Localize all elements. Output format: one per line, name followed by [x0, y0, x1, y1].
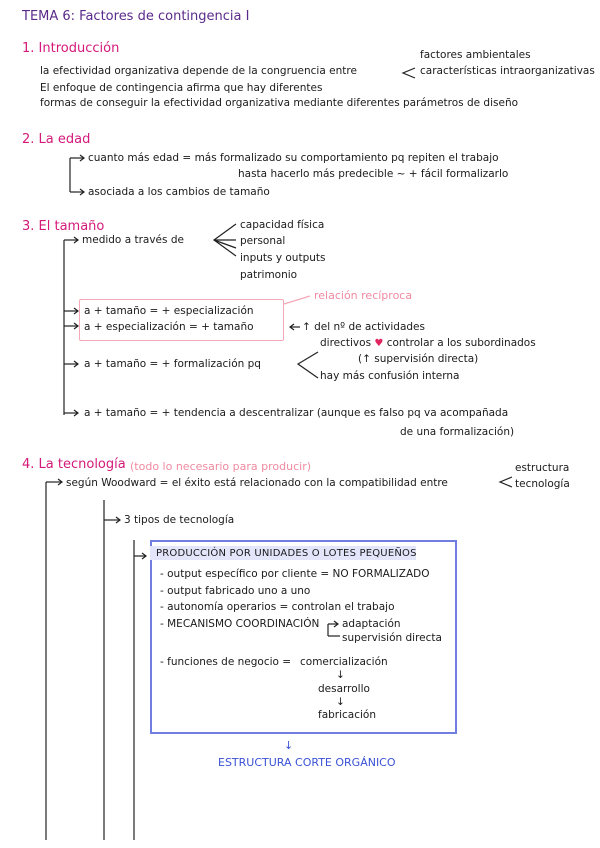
box-item-5: - funciones de negocio =: [160, 656, 292, 668]
box-item-4-branch-2: supervisión directa: [342, 632, 442, 644]
box-item-3: - autonomía operarios = controlan el trabajo: [160, 601, 395, 613]
s1-branch-2: características intraorganizativas: [420, 65, 595, 77]
s3-rel-2: a + especialización = + tamaño: [84, 321, 254, 333]
s4-branch-1: estructura: [515, 462, 570, 474]
box-item-1: - output específico por cliente = NO FORMALIZADO: [160, 568, 430, 580]
s3-measure: medido a través de: [82, 234, 184, 246]
section-4-note: (todo lo necesario para producir): [130, 460, 312, 473]
s3-rel-4b: de una formalización): [400, 426, 515, 438]
s1-branch-1: factores ambientales: [420, 49, 531, 61]
s2-line-2: hasta hacerlo más predecible ~ + fácil formalizarlo: [238, 168, 509, 180]
s3-rel-4: a + tamaño = + tendencia a descentralizar (aunque es falso pq va acompañada: [84, 407, 509, 419]
s4-line-1: según Woodward = el éxito está relacionado con la compatibilidad entre: [66, 477, 448, 489]
box-chain-1: comercialización: [300, 656, 388, 668]
box-chain-3: fabricación: [318, 709, 377, 721]
s3-rel-2-note: ↑ del nº de actividades: [302, 321, 425, 333]
box-item-4-branch-1: adaptación: [342, 618, 401, 630]
s3-measure-1: capacidad física: [240, 219, 325, 231]
s3-measure-3: inputs y outputs: [240, 252, 326, 264]
s1-line-1: la efectividad organizativa depende de la congruencia entre: [40, 65, 357, 77]
result-text: ESTRUCTURA CORTE ORGÁNICO: [218, 756, 396, 769]
box-chain-2: desarrollo: [318, 683, 370, 695]
s4-branch-2: tecnología: [515, 478, 570, 490]
box-chain-arrow-2: ↓: [336, 696, 345, 708]
s1-line-3: formas de conseguir la efectividad organizativa mediante diferentes parámetros de diseño: [40, 97, 519, 109]
heart-icon: ♥: [374, 338, 384, 349]
reciprocal-note: relación recíproca: [314, 289, 413, 302]
s2-line-1: cuanto más edad = más formalizado su comportamiento pq repiten el trabajo: [88, 152, 499, 164]
section-2-heading: 2. La edad: [22, 132, 91, 147]
section-3-heading: 3. El tamaño: [22, 219, 105, 234]
box-item-2: - output fabricado uno a uno: [160, 585, 311, 597]
s3-rel-3-branch-1: directivos ♥ controlar a los subordinados: [320, 337, 536, 349]
s3-rel-3-branch-2: (↑ supervisión directa): [358, 353, 479, 365]
box-title: PRODUCCIÓN POR UNIDADES O LOTES PEQUEÑOS: [156, 548, 417, 559]
section-1-heading: 1. Introducción: [22, 41, 120, 56]
section-4-heading: 4. La tecnología: [22, 457, 126, 472]
s3-rel-3: a + tamaño = + formalización pq: [84, 358, 261, 370]
s4-types: 3 tipos de tecnología: [124, 514, 235, 526]
s2-line-3: asociada a los cambios de tamaño: [88, 186, 270, 198]
s3-rel-1: a + tamaño = + especialización: [84, 305, 254, 317]
result-arrow: ↓: [284, 739, 294, 752]
s3-rel-3-branch-3: hay más confusión interna: [320, 370, 460, 382]
box-item-4: - MECANISMO COORDINACIÓN: [160, 618, 320, 630]
page-title: TEMA 6: Factores de contingencia I: [22, 9, 250, 24]
box-chain-arrow-1: ↓: [336, 669, 345, 681]
s3-measure-2: personal: [240, 235, 286, 247]
s3-measure-4: patrimonio: [240, 269, 298, 281]
s1-line-2: El enfoque de contingencia afirma que hay diferentes: [40, 82, 323, 94]
